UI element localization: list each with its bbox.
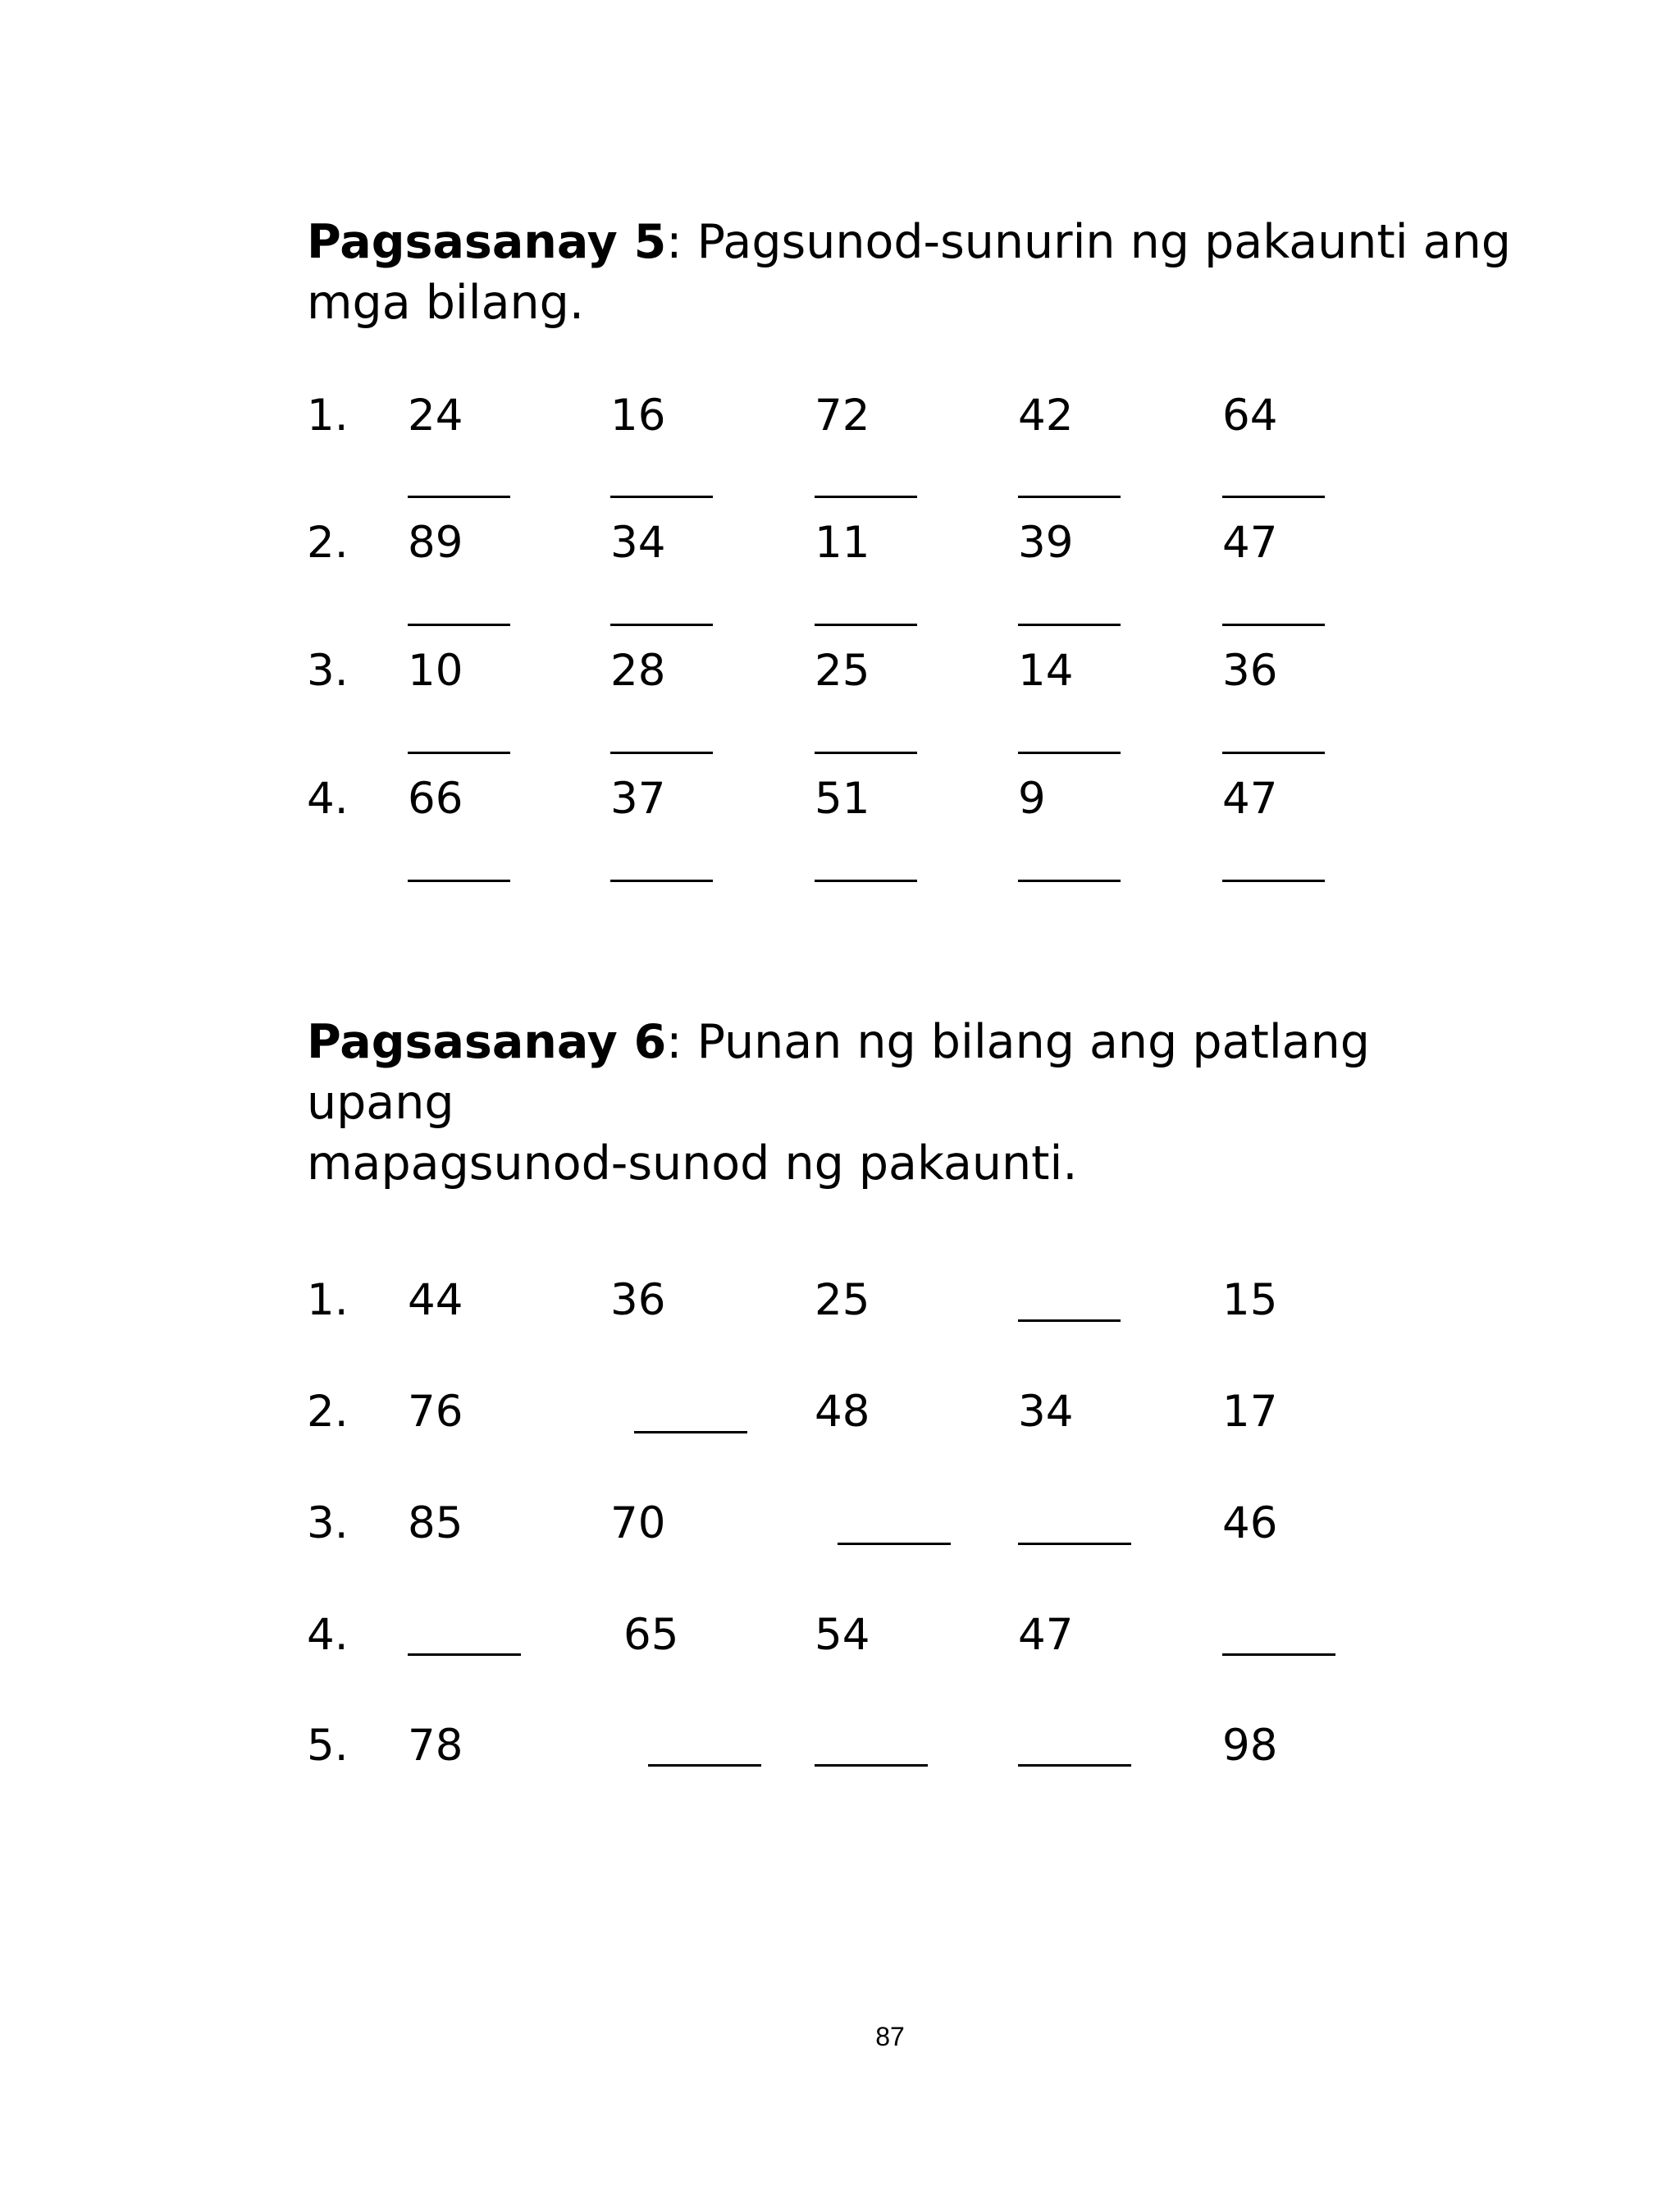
ex5-item-1-value-5: 64 bbox=[1222, 391, 1278, 441]
ex5-item-4-value-4: 9 bbox=[1018, 774, 1046, 824]
ex5-item-2-answer-blank-5[interactable] bbox=[1222, 624, 1325, 626]
exercise-5-title: Pagsasanay 5 bbox=[307, 215, 667, 269]
ex5-item-2-value-4: 39 bbox=[1018, 518, 1074, 568]
exercise-5-instruction-line2: mga bilang. bbox=[307, 276, 584, 330]
ex5-item-3-value-4: 14 bbox=[1018, 646, 1074, 696]
exercise-6-title: Pagsasanay 6 bbox=[307, 1015, 667, 1069]
ex5-item-1-value-3: 72 bbox=[815, 391, 870, 441]
ex6-item-3-value-5: 46 bbox=[1222, 1498, 1278, 1548]
ex6-item-5-label: 5. bbox=[307, 1721, 349, 1771]
ex6-item-1-label: 1. bbox=[307, 1275, 349, 1325]
ex6-item-3-label: 3. bbox=[307, 1498, 349, 1548]
page-number: 87 bbox=[875, 2022, 905, 2051]
ex5-item-3-label: 3. bbox=[307, 646, 349, 696]
ex5-item-3-answer-blank-2[interactable] bbox=[610, 752, 713, 754]
ex6-item-4-fill-blank-1[interactable] bbox=[408, 1653, 521, 1656]
exercise-5-instruction-line1: : Pagsunod-sunurin ng pakaunti ang bbox=[666, 215, 1511, 269]
ex6-item-2-value-3: 48 bbox=[815, 1387, 870, 1437]
ex5-item-2-answer-blank-3[interactable] bbox=[815, 624, 917, 626]
ex6-item-2-value-1: 76 bbox=[408, 1387, 463, 1437]
ex5-item-1-value-4: 42 bbox=[1018, 391, 1074, 441]
exercise-6-heading bbox=[307, 1012, 1521, 1194]
ex6-item-3-fill-blank-3[interactable] bbox=[838, 1543, 951, 1545]
ex6-item-2-fill-blank-2[interactable] bbox=[634, 1431, 747, 1433]
ex5-item-4-value-5: 47 bbox=[1222, 774, 1278, 824]
ex5-item-2-value-1: 89 bbox=[408, 518, 463, 568]
ex5-item-3-value-5: 36 bbox=[1222, 646, 1278, 696]
ex5-item-2-value-2: 34 bbox=[610, 518, 666, 568]
ex5-item-2-answer-blank-2[interactable] bbox=[610, 624, 713, 626]
ex5-item-3-value-3: 25 bbox=[815, 646, 870, 696]
ex6-item-5-fill-blank-4[interactable] bbox=[1018, 1764, 1131, 1767]
ex5-item-4-answer-blank-1[interactable] bbox=[408, 880, 510, 882]
ex5-item-1-answer-blank-4[interactable] bbox=[1018, 496, 1121, 498]
ex5-item-2-label: 2. bbox=[307, 518, 349, 568]
ex5-item-1-value-2: 16 bbox=[610, 391, 666, 441]
ex5-item-4-label: 4. bbox=[307, 774, 349, 824]
ex6-item-4-value-2: 65 bbox=[623, 1610, 679, 1660]
ex5-item-3-value-1: 10 bbox=[408, 646, 463, 696]
ex6-item-5-value-1: 78 bbox=[408, 1721, 463, 1771]
ex6-item-5-fill-blank-2[interactable] bbox=[648, 1764, 761, 1767]
ex5-item-1-answer-blank-1[interactable] bbox=[408, 496, 510, 498]
ex5-item-4-value-1: 66 bbox=[408, 774, 463, 824]
ex6-item-1-value-2: 36 bbox=[610, 1275, 666, 1325]
ex5-item-4-value-3: 51 bbox=[815, 774, 870, 824]
ex5-item-1-value-1: 24 bbox=[408, 391, 463, 441]
exercise-6-instruction-line1: : Punan ng bilang ang patlang upang bbox=[307, 1015, 1370, 1130]
ex6-item-1-value-3: 25 bbox=[815, 1275, 870, 1325]
ex5-item-4-answer-blank-3[interactable] bbox=[815, 880, 917, 882]
ex6-item-3-fill-blank-4[interactable] bbox=[1018, 1543, 1131, 1545]
exercise-5-heading bbox=[307, 212, 1521, 333]
ex5-item-3-answer-blank-4[interactable] bbox=[1018, 752, 1121, 754]
ex5-item-4-answer-blank-4[interactable] bbox=[1018, 880, 1121, 882]
ex5-item-3-answer-blank-1[interactable] bbox=[408, 752, 510, 754]
ex5-item-2-value-3: 11 bbox=[815, 518, 870, 568]
ex6-item-1-fill-blank-4[interactable] bbox=[1018, 1319, 1121, 1322]
ex5-item-2-value-5: 47 bbox=[1222, 518, 1278, 568]
ex6-item-1-value-1: 44 bbox=[408, 1275, 463, 1325]
ex6-item-4-fill-blank-5[interactable] bbox=[1222, 1653, 1335, 1656]
ex6-item-5-value-5: 98 bbox=[1222, 1721, 1278, 1771]
ex6-item-2-label: 2. bbox=[307, 1387, 349, 1437]
ex5-item-2-answer-blank-4[interactable] bbox=[1018, 624, 1121, 626]
ex6-item-4-value-4: 47 bbox=[1018, 1610, 1074, 1660]
ex5-item-1-answer-blank-2[interactable] bbox=[610, 496, 713, 498]
ex5-item-4-answer-blank-5[interactable] bbox=[1222, 880, 1325, 882]
ex6-item-4-label: 4. bbox=[307, 1610, 349, 1660]
ex5-item-1-label: 1. bbox=[307, 391, 349, 441]
ex5-item-3-answer-blank-3[interactable] bbox=[815, 752, 917, 754]
ex5-item-4-answer-blank-2[interactable] bbox=[610, 880, 713, 882]
ex6-item-3-value-2: 70 bbox=[610, 1498, 666, 1548]
ex6-item-2-value-5: 17 bbox=[1222, 1387, 1278, 1437]
exercise-6-instruction-line2: mapagsunod-sunod ng pakaunti. bbox=[307, 1136, 1078, 1191]
ex6-item-4-value-3: 54 bbox=[815, 1610, 870, 1660]
ex5-item-1-answer-blank-3[interactable] bbox=[815, 496, 917, 498]
ex6-item-5-fill-blank-3[interactable] bbox=[815, 1764, 928, 1767]
ex5-item-3-value-2: 28 bbox=[610, 646, 666, 696]
ex6-item-2-value-4: 34 bbox=[1018, 1387, 1074, 1437]
ex5-item-3-answer-blank-5[interactable] bbox=[1222, 752, 1325, 754]
ex5-item-2-answer-blank-1[interactable] bbox=[408, 624, 510, 626]
ex5-item-1-answer-blank-5[interactable] bbox=[1222, 496, 1325, 498]
ex6-item-3-value-1: 85 bbox=[408, 1498, 463, 1548]
ex5-item-4-value-2: 37 bbox=[610, 774, 666, 824]
ex6-item-1-value-5: 15 bbox=[1222, 1275, 1278, 1325]
